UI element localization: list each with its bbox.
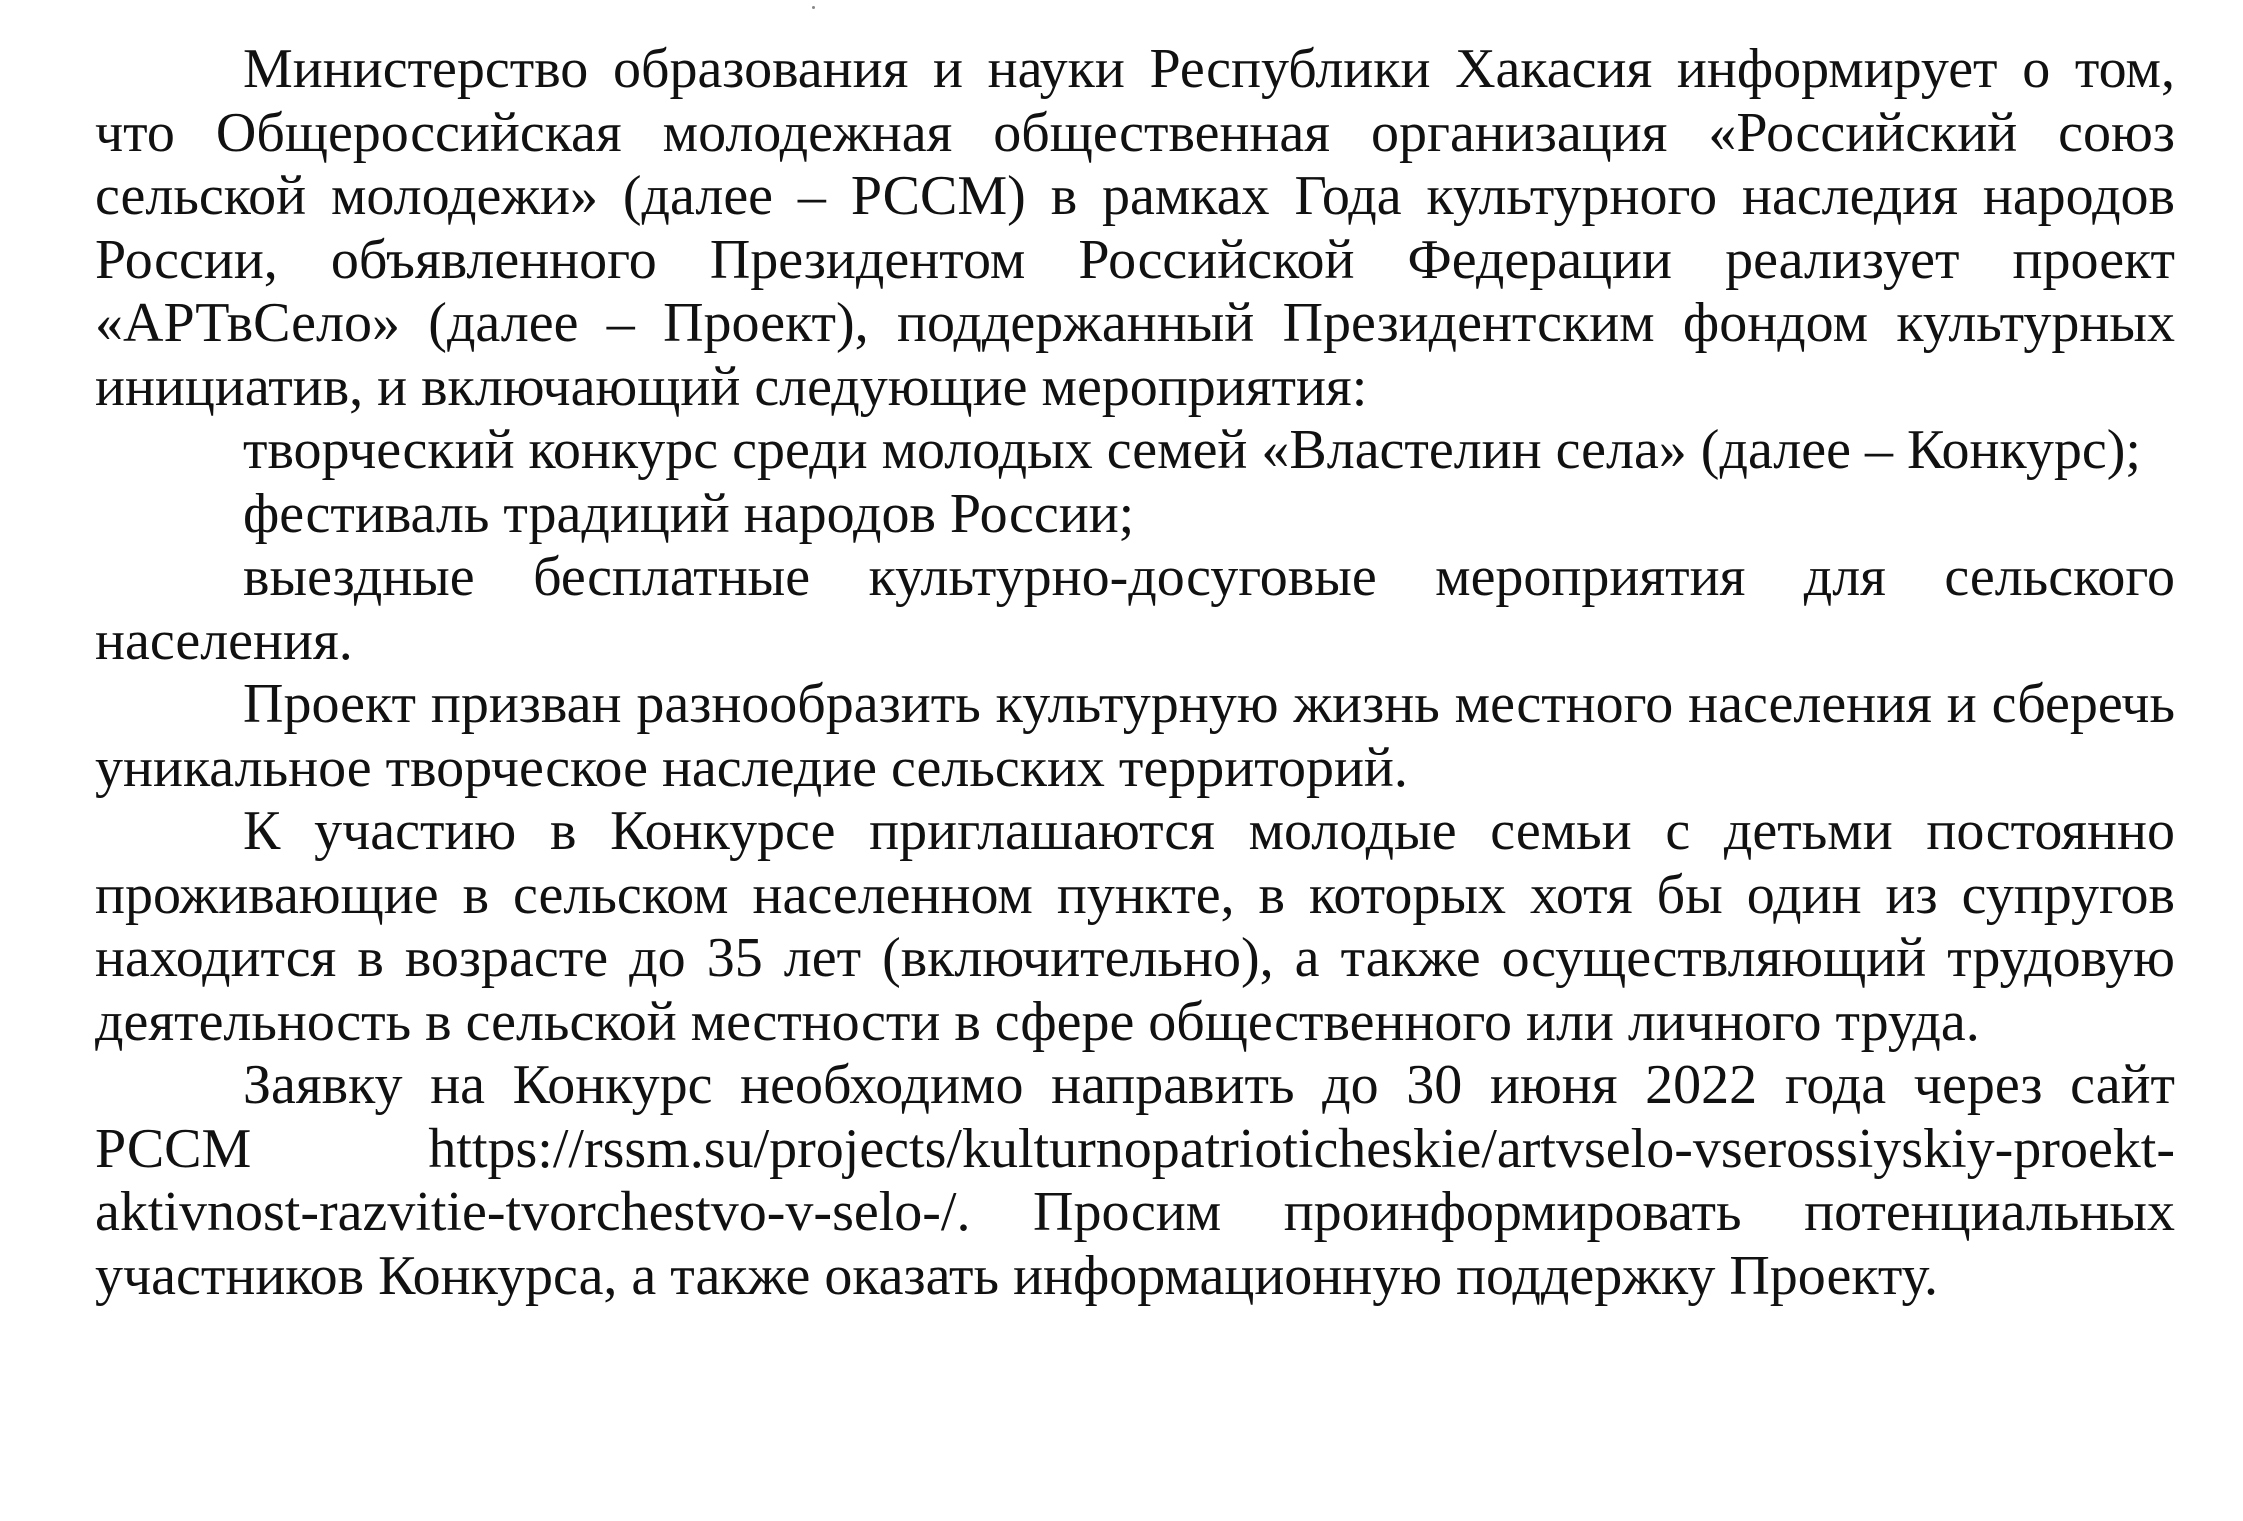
paragraph-intro: Министерство образования и науки Республики Хакасия информирует о том, что Общероссийская молодежная общественная организация «Российский союз сельской молодежи» (далее – РССМ) в рамках Года культурного наследия народов России, объявленного Президентом Российской Федерации реализует проект «АРТвСело» (далее – Проект), поддержанный Президентским фондом культурных инициатив, и включающий следующие мероприятия: xyxy=(95,38,2175,418)
scan-speck xyxy=(812,6,815,9)
letter-body xyxy=(95,38,2175,1308)
project-url-link[interactable]: https://rssm.su/projects/kulturnopatrioticheskie/artvselo-vserossiyskiy-proekt-aktivnost-razvitie-tvorchestvo-v-selo-/ xyxy=(95,1117,2175,1243)
paragraph-event-contest: творческий конкурс среди молодых семей «Властелин села» (далее – Конкурс); xyxy=(243,419,2141,481)
application-text-end: . Просим проинформировать потенциальных участников Конкурса, а также оказать информационную поддержку Проекту. xyxy=(95,1181,2175,1307)
paragraph-project-purpose: Проект призван разнообразить культурную жизнь местного населения и сберечь уникальное творческое наследие сельских территорий. xyxy=(95,673,2175,799)
paragraph-application xyxy=(95,1054,2175,1308)
paragraph-event-festival: фестиваль традиций народов России; xyxy=(243,482,1135,545)
paragraph-eligibility: К участию в Конкурсе приглашаются молодые семьи с детьми постоянно проживающие в сельском населенном пункте, в которых хотя бы один из супругов находится в возрасте до 35 лет (включительно), а также осуществляющий трудовую деятельность в сельской местности в сфере общественного или личного труда. xyxy=(95,800,2175,1053)
application-text-start: Заявку на Конкурс необходимо направить до 30 июня 2022 года через сайт РССМ xyxy=(95,1054,2175,1180)
paragraph-event-outreach: выездные бесплатные культурно-досуговые мероприятия для сельского населения. xyxy=(95,546,2175,672)
